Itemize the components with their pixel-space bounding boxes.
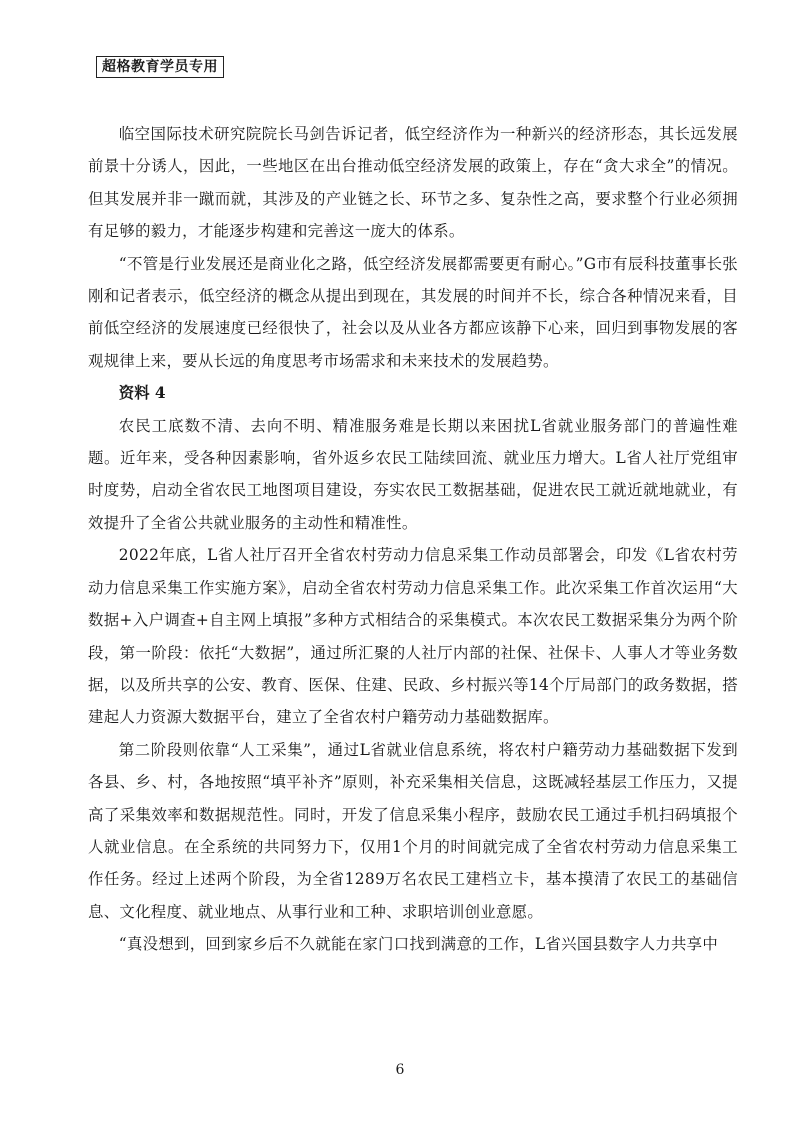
watermark-label: 超格教育学员专用 bbox=[96, 56, 224, 78]
document-body bbox=[88, 118, 738, 961]
paragraph: “不管是行业发展还是商业化之路，低空经济发展都需要更有耐心。”G市有辰科技董事长张刚和记者表示，低空经济的概念从提出到现在，其发展的时间并不长，综合各种情况来看，目前低空经济的发展速度已经很快了，社会以及从业各方都应该静下心来，回归到事物发展的客观规律上来，要从长远的角度思考市场需求和未来技术的发展趋势。 bbox=[88, 254, 738, 370]
page-number: 6 bbox=[395, 1062, 405, 1078]
paragraph: “真没想到，回到家乡后不久就能在家门口找到满意的工作，L省兴国县数字人力共享中 bbox=[118, 935, 719, 954]
paragraph: 第二阶段则依靠“人工采集”，通过L省就业信息系统，将农村户籍劳动力基础数据下发到各县、乡、村，各地按照“填平补齐”原则，补充采集相关信息，这既减轻基层工作压力，又提高了采集效率和数据规范性。同时，开发了信息采集小程序，鼓励农民工通过手机扫码填报个人就业信息。在全系统的共同努力下，仅用1个月的时间就完成了全省农村劳动力信息采集工作任务。经过上述两个阶段，为全省1289万名农民工建档立卡，基本摸清了农民工的基础信息、文化程度、就业地点、从事行业和工种、求职培训创业意愿。 bbox=[88, 740, 738, 921]
section-heading: 资料 4 bbox=[118, 384, 166, 403]
paragraph: 农民工底数不清、去向不明、精准服务难是长期以来困扰L省就业服务部门的普遍性难题。近年来，受各种因素影响，省外返乡农民工陆续回流、就业压力增大。L省人社厅党组审时度势，启动全省农民工地图项目建设，夯实农民工数据基础，促进农民工就近就地就业，有效提升了全省公共就业服务的主动性和精准性。 bbox=[88, 416, 738, 532]
paragraph: 2022年底，L省人社厅召开全省农村劳动力信息采集工作动员部署会，印发《L省农村劳动力信息采集工作实施方案》，启动全省农村劳动力信息采集工作。此次采集工作首次运用“大数据+入户调查+自主网上填报”多种方式相结合的采集模式。本次农民工数据采集分为两个阶段，第一阶段：依托“大数据”，通过所汇聚的人社厅内部的社保、社保卡、人事人才等业务数据，以及所共享的公安、教育、医保、住建、民政、乡村振兴等14个厅局部门的政务数据，搭建起人力资源大数据平台，建立了全省农村户籍劳动力基础数据库。 bbox=[88, 546, 738, 727]
paragraph: 临空国际技术研究院院长马剑告诉记者，低空经济作为一种新兴的经济形态，其长远发展前景十分诱人，因此，一些地区在出台推动低空经济发展的政策上，存在“贪大求全”的情况。但其发展并非一蹴而就，其涉及的产业链之长、环节之多、复杂性之高，要求整个行业必须拥有足够的毅力，才能逐步构建和完善这一庞大的体系。 bbox=[88, 125, 738, 241]
